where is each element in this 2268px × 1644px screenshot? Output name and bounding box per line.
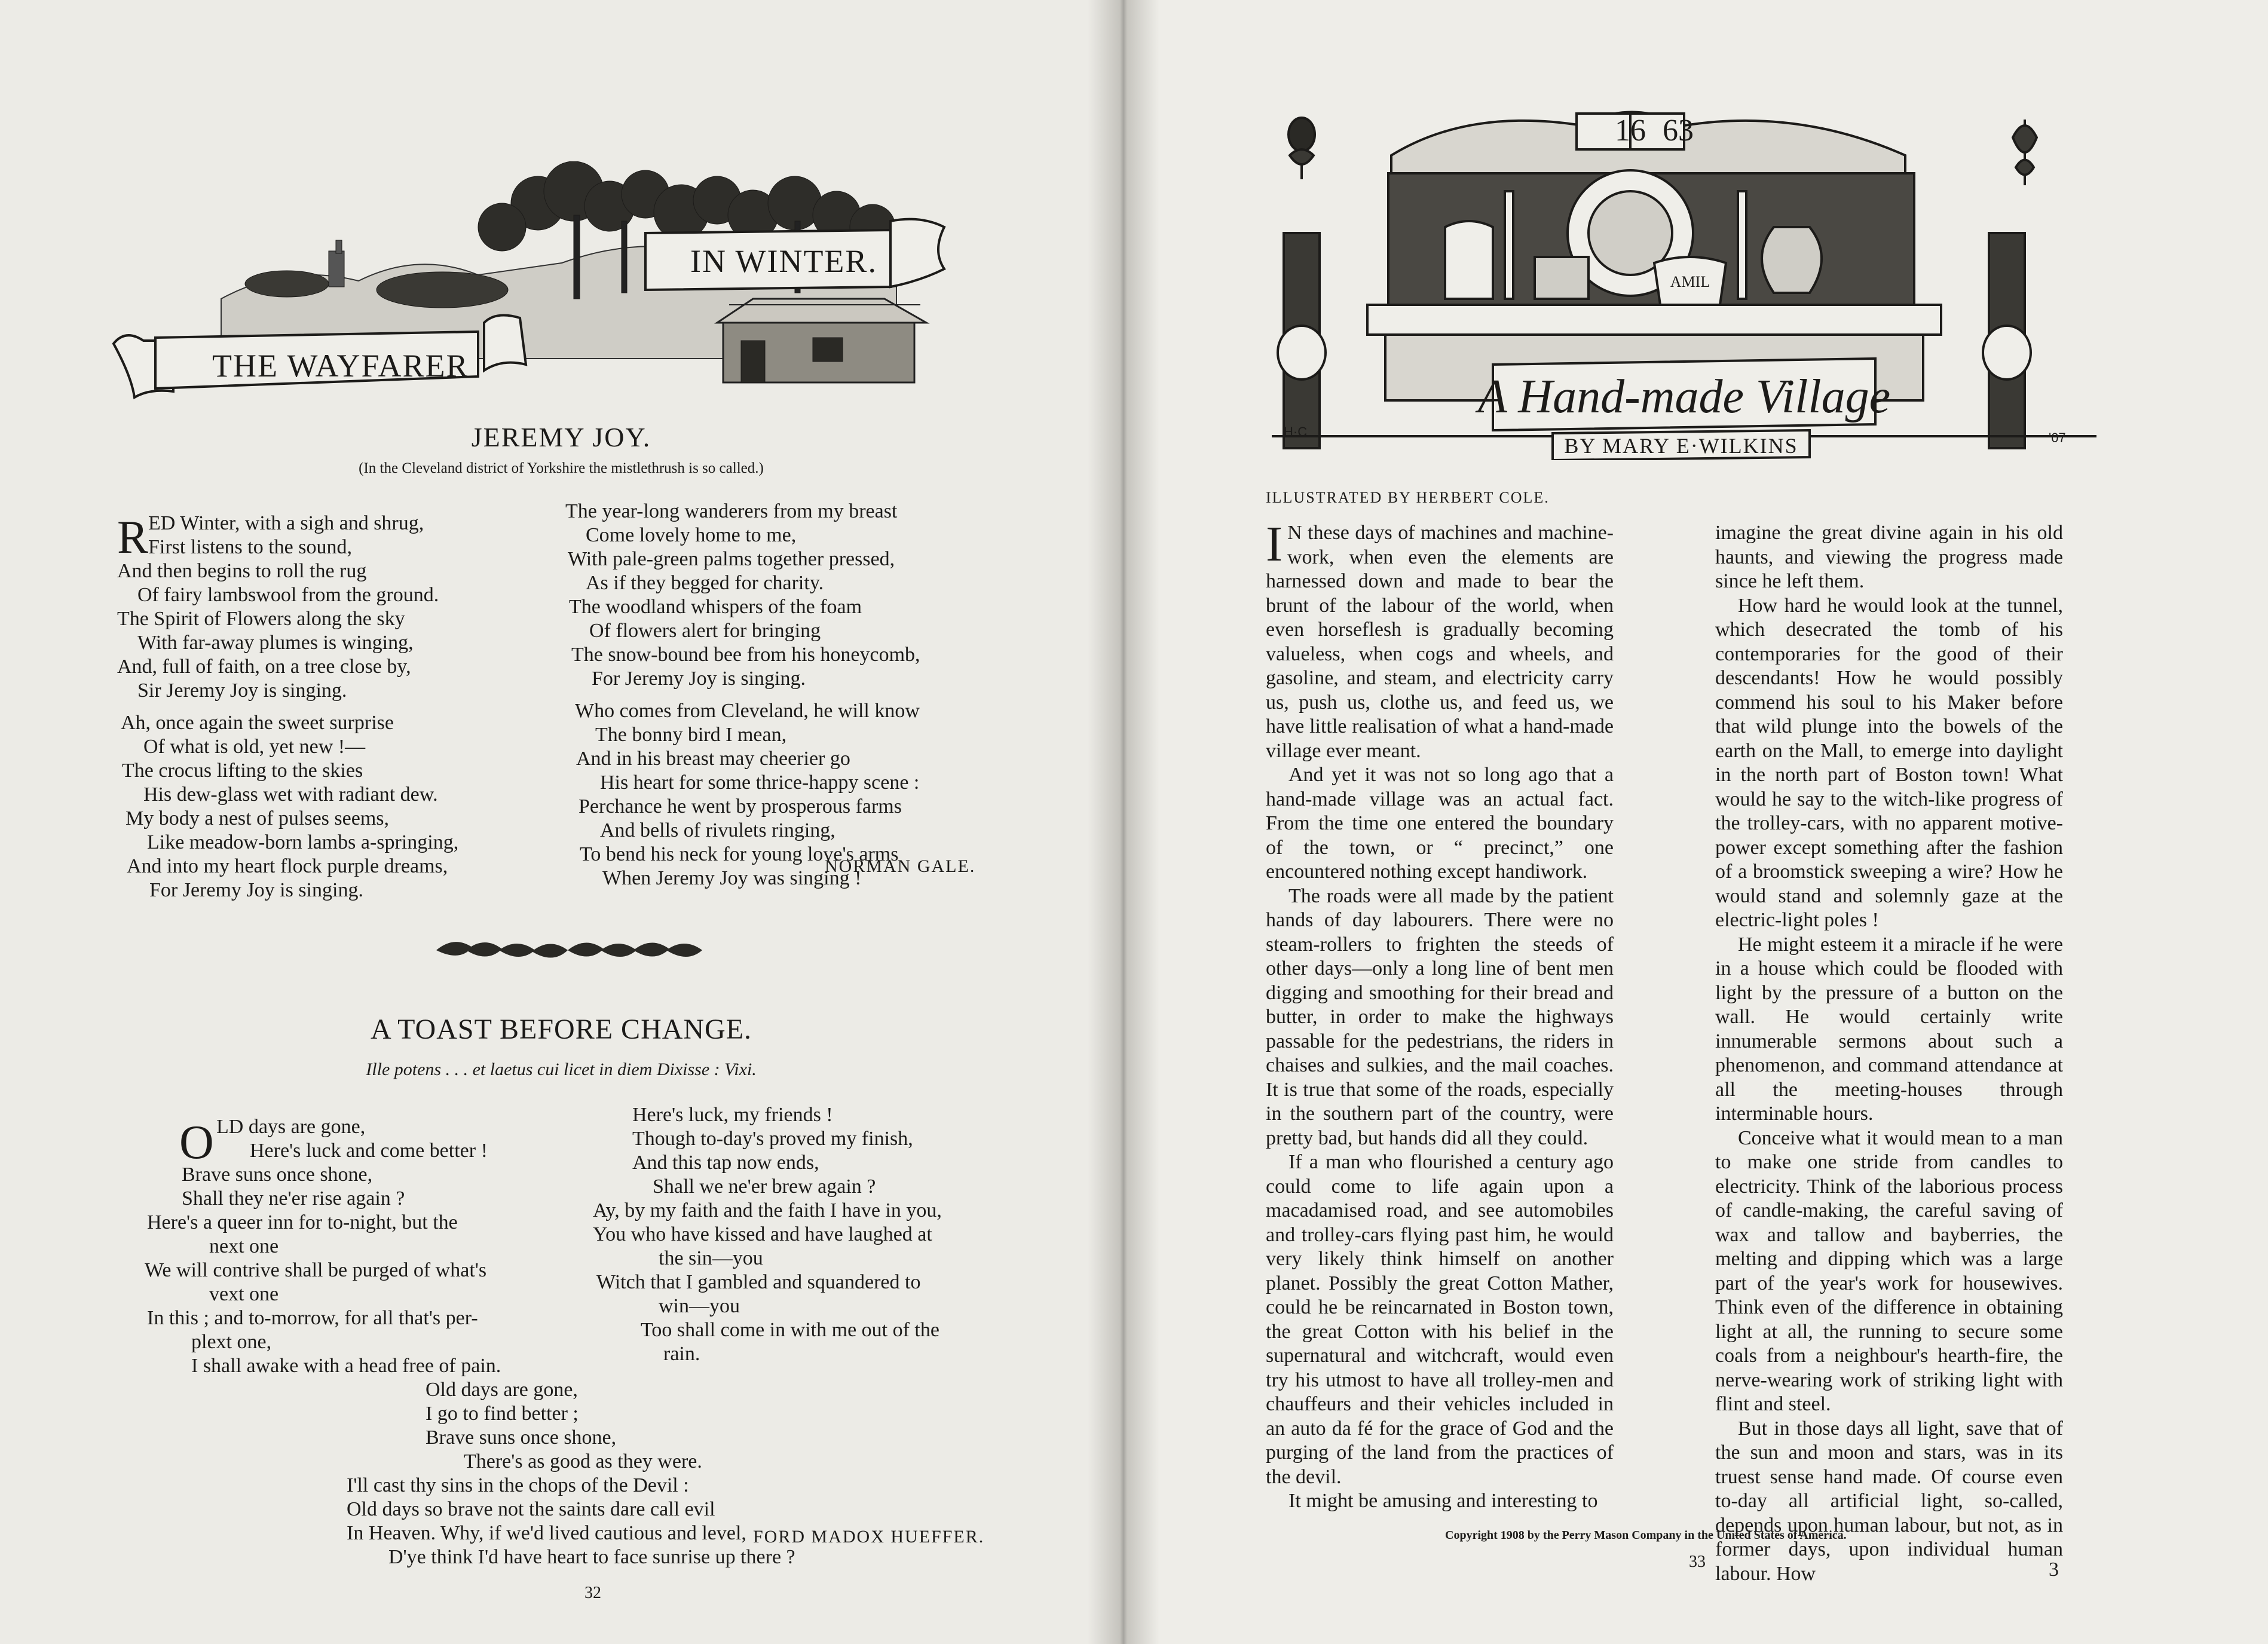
thistle-left-icon [1288, 118, 1315, 179]
page-number-left: 32 [584, 1584, 601, 1602]
poem-line: In this ; and to-morrow, for all that's per- [147, 1307, 478, 1329]
book-spine-shadow [1088, 0, 1159, 1644]
poem-line: With pale-green palms together pressed, [568, 548, 895, 570]
poem-line: And in his breast may cheerier go [576, 748, 850, 770]
paragraph [1266, 516, 1614, 763]
poem-line: Of flowers alert for bringing [589, 620, 821, 642]
poem-line: Here's luck and come better ! [250, 1140, 488, 1162]
poem-line: Here's a queer inn for to-night, but the [147, 1211, 458, 1233]
poem-line: You who have kissed and have laughed at [593, 1223, 932, 1245]
settle-header-illustration [1272, 102, 2096, 460]
poem-line: And then begins to roll the rug [117, 560, 367, 582]
poem-line: Ay, by my faith and the faith I have in you, [593, 1199, 942, 1221]
poem-line: And, full of faith, on a tree close by, [117, 656, 411, 678]
poem-line: I shall awake with a head free of pain. [191, 1355, 501, 1377]
paragraph: How hard he would look at the tunnel, which desecrated the tomb of his contemporaries for the good of their descendants! How he would possibly commend his soul to his Maker before that wild plunge into the bowels of the earth on the Mall, to emerge into daylight in the north part of Boston town! What would he say to the witch-like progress of the trolley-cars, with no apparent motive-power except something after the fashion of a broomstick sweeping a wire? How he would stand and solemnly gaze at the electric-light poles ! [1715, 594, 2063, 931]
poem-line: For Jeremy Joy is singing. [592, 668, 806, 690]
poem1-subtitle: (In the Cleveland district of Yorkshire the mistlethrush is so called.) [359, 460, 764, 476]
poem-line: Too shall come in with me out of the [641, 1319, 939, 1341]
copyright-line: Copyright 1908 by the Perry Mason Company in the United States of America. [1445, 1529, 1847, 1542]
poem-line: the sin—you [659, 1247, 763, 1269]
paragraph: The roads were all made by the patient hands of day labourers. There were no steam-rollers to frighten the steeds of other days—only a long line of bent men digging and smoothing for their bread and butter, in order to make the highways passable for the pedestrians, the riders in chaises and sulkies, and the mail coaches. It is true that some of the roads, especially in the southern part of the country, were pretty bad, but hands did all they could. [1266, 884, 1614, 1149]
paragraph: imagine the great divine again in his old haunts, and viewing the progress made since he left them. [1715, 522, 2063, 592]
paragraph-text: N these days of machines and machine-work, when even the elements are harnessed down and made to bear the brunt of the labour of the world, when even horseflesh is gradually becoming valueless, when cogs and wheels, and gasoline, and steam, and electricity carry us, push us, clothe us, and feed us, we have little realisation of what a hand-made village ever meant. [1266, 522, 1614, 762]
poem-line: The year-long wanderers from my breast [565, 500, 898, 522]
poem-line: win—you [659, 1295, 740, 1317]
poem-line: Brave suns once shone, [182, 1164, 373, 1186]
wayfarer-header-illustration [108, 161, 980, 412]
poem2-dropcap: O [179, 1116, 214, 1169]
the-wayfarer-label: THE WAYFARER [212, 348, 469, 384]
poem1-dropcap: R [117, 511, 149, 563]
poem-line: Shall they ne'er rise again ? [182, 1187, 405, 1210]
jar-label: AMIL [1670, 273, 1710, 290]
poem-line: Come lovely home to me, [586, 524, 797, 546]
poem-line: Who comes from Cleveland, he will know [575, 700, 920, 722]
poem-line: My body a nest of pulses seems, [126, 807, 390, 829]
poem-line: In Heaven. Why, if we'd lived cautious and level, [347, 1522, 746, 1544]
poem1-title: JEREMY JOY. [471, 422, 651, 452]
poem-line: His heart for some thrice-happy scene : [600, 772, 920, 794]
poem-line: ED Winter, with a sigh and shrug, [148, 512, 424, 534]
poem-line: The crocus lifting to the skies [122, 760, 363, 782]
leaf-ornament-icon [430, 932, 705, 968]
poem-line: I'll cast thy sins in the chops of the Devil : [347, 1474, 689, 1496]
poem-line: His dew-glass wet with radiant dew. [143, 783, 438, 806]
paragraph: And yet it was not so long ago that a hand-made village was an actual fact. From the time one entered the boundary of the town, or “ precinct,” one encountered nothing except handiwork. [1266, 764, 1614, 883]
poem-line: The snow-bound bee from his honeycomb, [571, 644, 920, 666]
poem-line: There's as good as they were. [464, 1450, 702, 1472]
paragraph: But in those days all light, save that of the sun and moon and stars, was in its truest sense hand made. Of course even to-day all artificial light, so-called, depends upon human labour, but not, as in former days, upon individual human labour. How [1715, 1417, 2063, 1585]
year-mark: '07 [2049, 430, 2066, 445]
poem-line: Sir Jeremy Joy is singing. [137, 679, 347, 702]
poem-line: The Spirit of Flowers along the sky [117, 608, 405, 630]
poem-line: Shall we ne'er brew again ? [653, 1175, 876, 1198]
poem-line: First listens to the sound, [148, 536, 352, 558]
poem2-epigraph: Ille potens . . . et laetus cui licet in diem Dixisse : Vixi. [366, 1060, 757, 1079]
poem-line: For Jeremy Joy is singing. [149, 879, 363, 901]
right-page [1122, 0, 2268, 1644]
left-page [0, 0, 1122, 1644]
article-byline: BY MARY E·WILKINS [1564, 434, 1798, 458]
signature-mark: 3 [2049, 1559, 2059, 1581]
page-number-right: 33 [1689, 1553, 1706, 1571]
poem-line: D'ye think I'd have heart to face sunrise up there ? [388, 1546, 795, 1568]
poem-line: And into my heart flock purple dreams, [127, 855, 448, 877]
article-title: A Hand-made Village [1477, 371, 1891, 423]
poem-line: Brave suns once shone, [426, 1426, 617, 1449]
in-winter-label: IN WINTER. [690, 243, 877, 279]
poem-line: When Jeremy Joy was singing ! [602, 867, 862, 889]
paragraph: If a man who flourished a century ago could come to life again upon a macadamised road, and see automobiles and trolley-cars flying past him, he would very likely think himself on another planet. Possibly the great Cotton Mather, could he be reincarnated in Boston town, the great Cotton with his belief in the supernatural and witchcraft, would even try his utmost to have all trolley-men and chauffeurs and their vehicles included in an auto da fé for the grace of God and the purging of the land from the practices of the devil. [1266, 1151, 1614, 1488]
poem-line: We will contrive shall be purged of what's [145, 1259, 487, 1281]
poem-line: Here's luck, my friends ! [632, 1104, 833, 1126]
poem-line: Perchance he went by prosperous farms [579, 795, 902, 818]
year-right: 63 [1663, 114, 1694, 148]
poem-line: As if they begged for charity. [586, 572, 824, 594]
poem-line: The woodland whispers of the foam [569, 596, 862, 618]
year-left: 16 [1615, 114, 1646, 148]
poem-line: vext one [209, 1283, 279, 1305]
poem-line: Old days are gone, [426, 1379, 578, 1401]
article-col2 [1715, 521, 2063, 1586]
paragraph: Conceive what it would mean to a man to make one stride from candles to electricity. Think of the laborious process of candle-making, the careful saving of wax and tallow and bayberries, the melting and dipping which was a large part of the year's work for housewives. Think even of the difference in obtaining light at all, the running to secure some coals from a neighbour's hearth-fire, the nerve-wearing work of striking light with flint and steel. [1715, 1126, 2063, 1415]
poem-line: LD days are gone, [216, 1116, 366, 1138]
illustrated-by: ILLUSTRATED BY HERBERT COLE. [1266, 489, 1550, 506]
poem2-title: A TOAST BEFORE CHANGE. [370, 1014, 752, 1045]
poem-line: Of what is old, yet new !— [143, 736, 366, 758]
paragraph: He might esteem it a miracle if he were in a house which could be flooded with light by the pressure of a button on the wall. He would certainly write innumerable sermons about such a phenomenon, and command attendance at all the meeting-houses through interminable hours. [1715, 933, 2063, 1125]
poem-line: To bend his neck for young love's arms [580, 843, 899, 865]
poem-line: rain. [663, 1343, 700, 1365]
paragraph: It might be amusing and interesting to [1288, 1490, 1598, 1512]
poem-line: Like meadow-born lambs a-springing, [147, 831, 459, 853]
poem1-author: NORMAN GALE. [825, 856, 976, 876]
poem-line: next one [209, 1235, 279, 1257]
illustrator-initials: H·C [1284, 424, 1308, 439]
poem-line: I go to find better ; [426, 1403, 579, 1425]
poem-line: Though to-day's proved my finish, [632, 1128, 913, 1150]
poem-line: Of fairy lambswool from the ground. [137, 584, 439, 606]
poem-line: With far-away plumes is winging, [137, 632, 414, 654]
poem2-author: FORD MADOX HUEFFER. [753, 1527, 985, 1547]
leaf-right-icon [2013, 120, 2037, 185]
poem-line: The bonny bird I mean, [595, 724, 787, 746]
poem-line: And this tap now ends, [632, 1152, 819, 1174]
poem-line: Witch that I gambled and squandered to [596, 1271, 921, 1293]
article-col1 [1266, 516, 1614, 1514]
poem-line: Old days so brave not the saints dare call evil [347, 1498, 715, 1520]
poem-line: Ah, once again the sweet surprise [121, 712, 394, 734]
poem-line: And bells of rivulets ringing, [600, 819, 835, 841]
poem-line: plext one, [191, 1331, 272, 1353]
dropcap: I [1266, 516, 1283, 572]
